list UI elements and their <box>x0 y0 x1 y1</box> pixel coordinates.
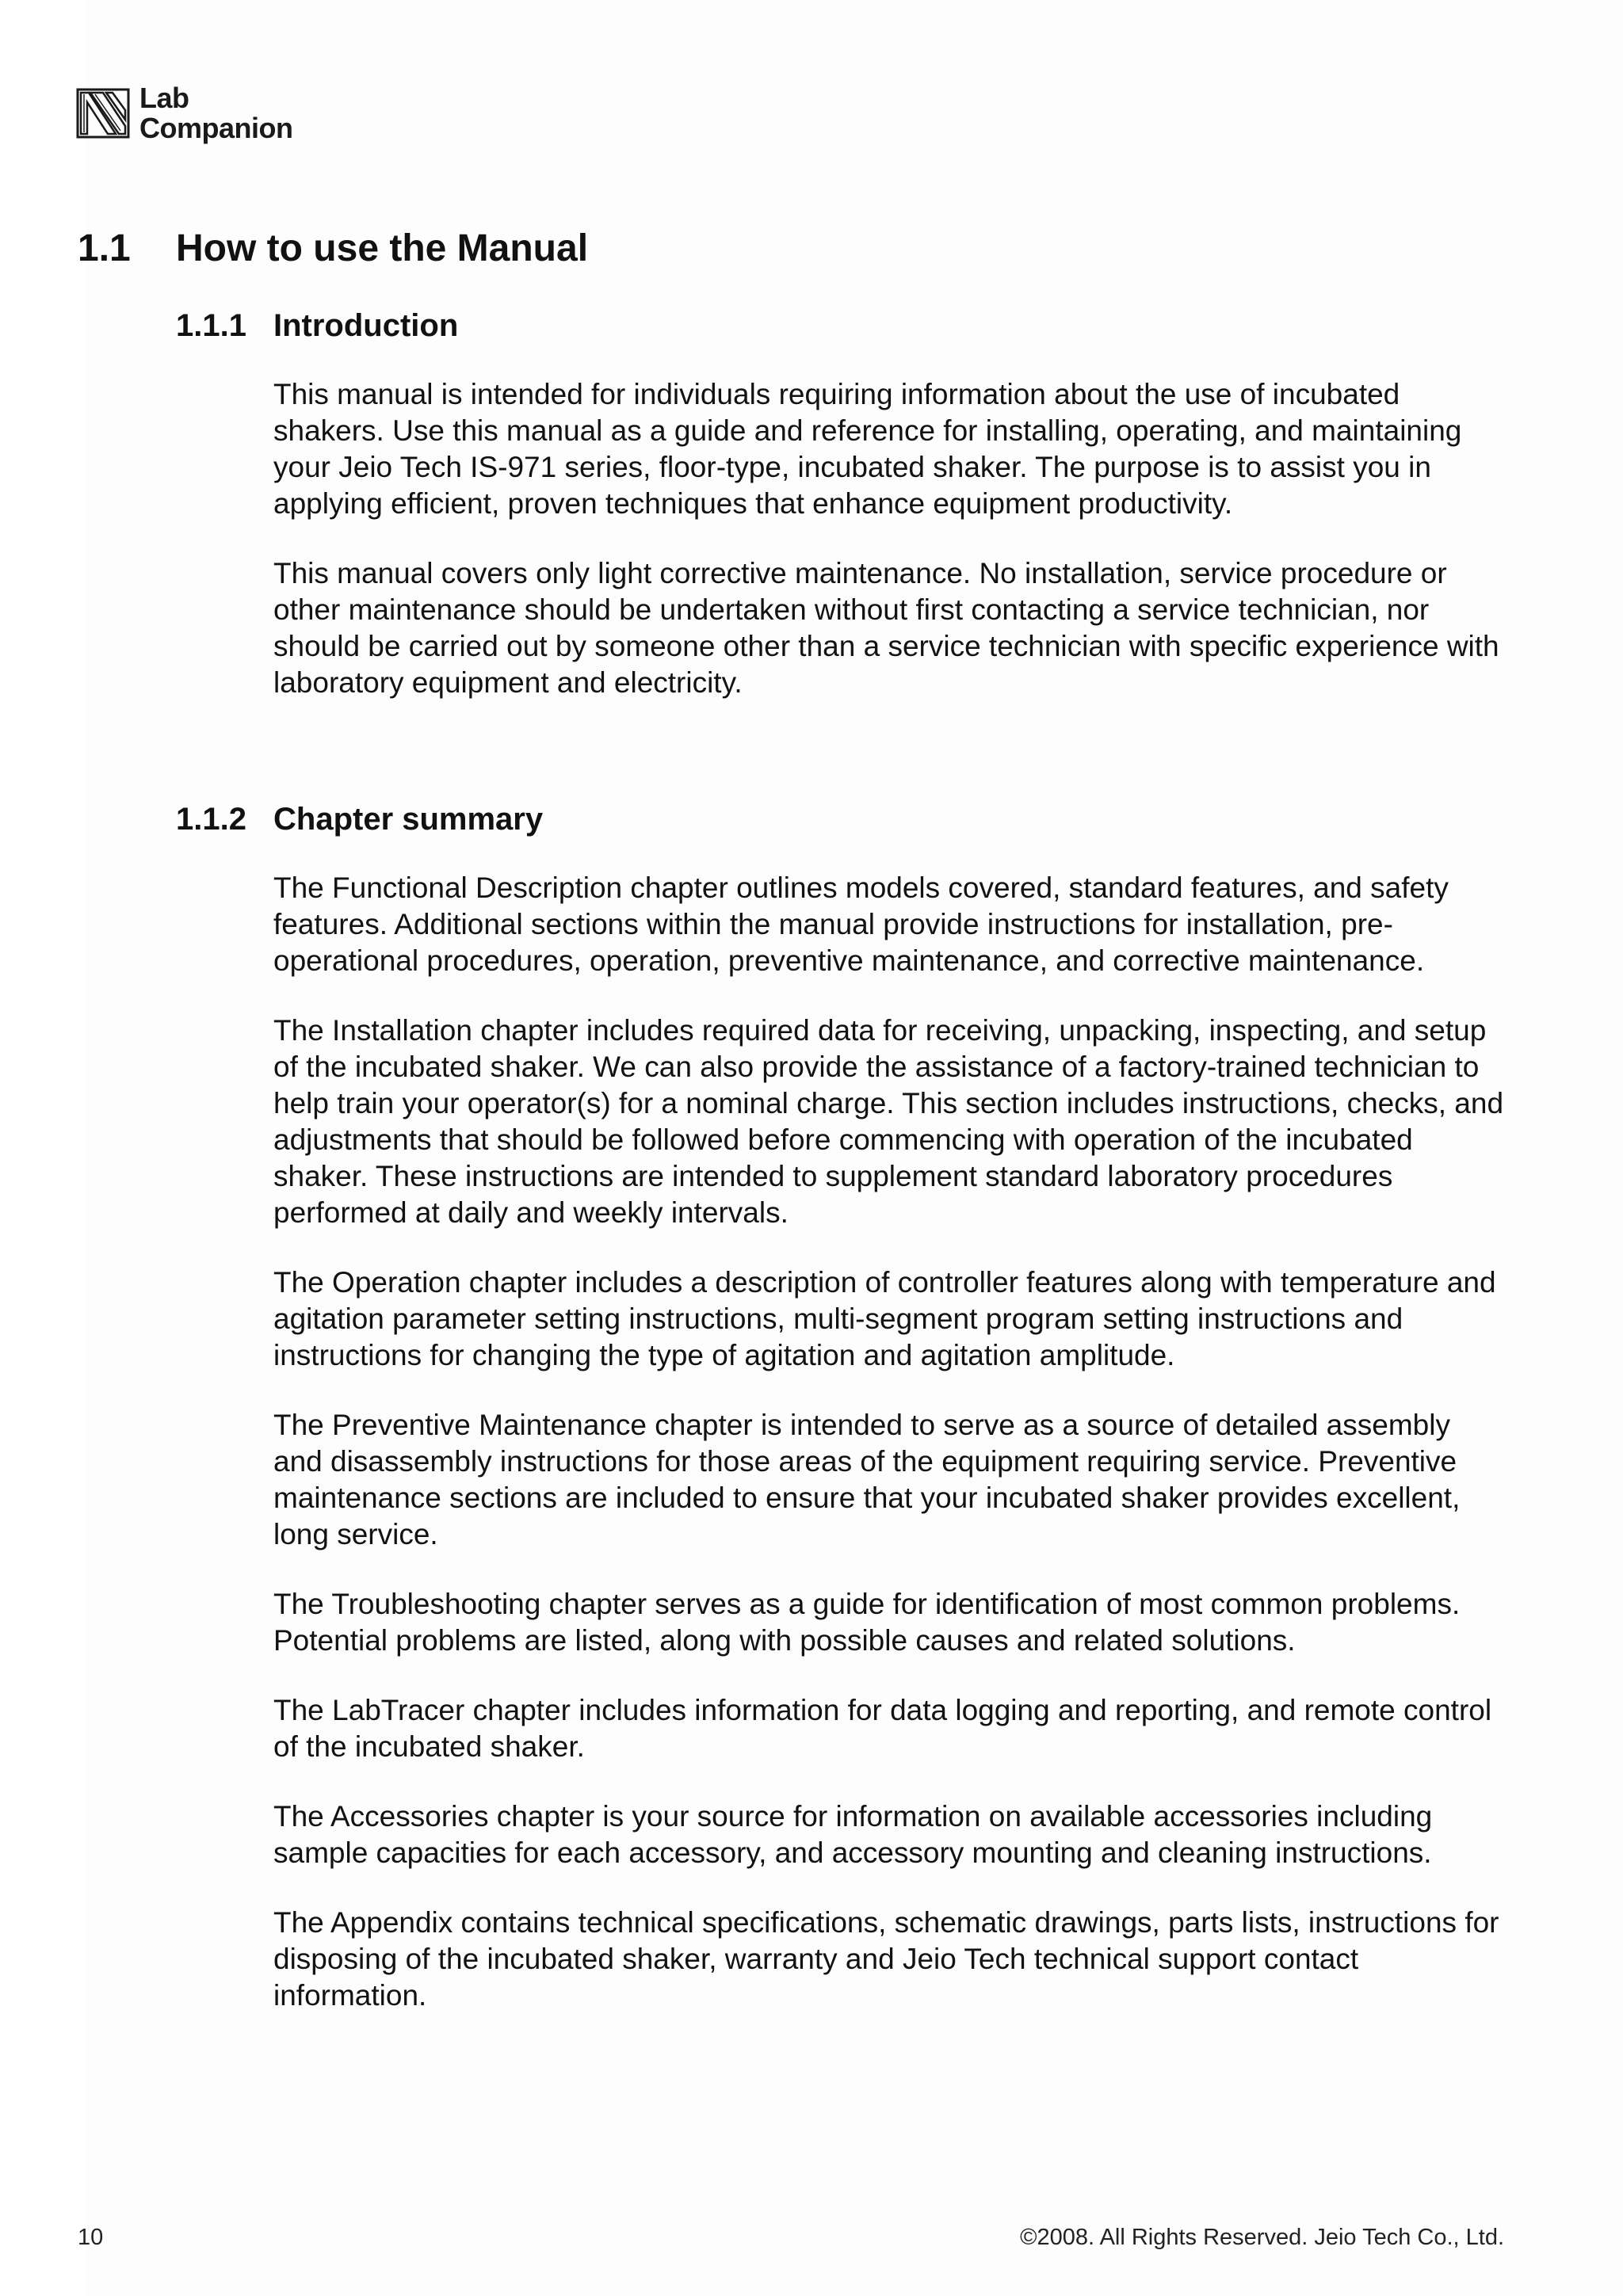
brand-logo <box>76 84 292 143</box>
paragraph: The Operation chapter includes a description of controller features along with temperature and agitation parameter setting instructions, multi-segment program setting instructions and instructions for changing the type of agitation and agitation amplitude. <box>273 1266 1496 1371</box>
logo-line-2: Companion <box>139 112 293 144</box>
paragraph: The Installation chapter includes required data for receiving, unpacking, inspecting, and setup of the incubated shaker. We can also provide the assistance of a factory-trained technician to help train your operator(s) for a nominal charge. This section includes instructions, checks, and adjustments that should be followed before commencing with operation of the incubated shaker. These instructions are intended to supplement standard laboratory procedures performed at daily and weekly intervals. <box>273 1014 1504 1229</box>
logo-wordmark <box>139 83 292 143</box>
introduction-heading <box>176 307 458 345</box>
section-heading <box>78 227 588 271</box>
introduction-number: 1.1.1 <box>176 308 246 343</box>
logo-line-1: Lab <box>139 82 189 114</box>
page-number: 10 <box>78 2225 104 2250</box>
paragraph: The Preventive Maintenance chapter is intended to serve as a source of detailed assembly and disassembly instructions for those areas of the equipment requiring service. Preventive maintenance sections are included to ensure that your incubated shaker provides excellent, long service. <box>273 1409 1461 1550</box>
lab-companion-logo-icon <box>76 86 130 140</box>
section-number: 1.1 <box>78 227 131 269</box>
copyright-notice: ©2008. All Rights Reserved. Jeio Tech Co., Ltd. <box>1020 2225 1504 2250</box>
chapter-summary-heading <box>176 800 543 838</box>
paragraph: This manual covers only light corrective maintenance. No installation, service procedure or other maintenance should be undertaken without first contacting a service technician, nor should be carried out by someone other than a service technician with specific experience with laboratory equipment and electricity. <box>273 557 1499 699</box>
chapter-summary-body <box>273 870 1506 2047</box>
paragraph: The Accessories chapter is your source for information on available accessories including sample capacities for each accessory, and accessory mounting and cleaning instructions. <box>273 1800 1433 1869</box>
paragraph: The Appendix contains technical specifications, schematic drawings, parts lists, instructions for disposing of the incubated shaker, warranty and Jeio Tech technical support contact information. <box>273 1906 1499 2012</box>
paragraph: This manual is intended for individuals requiring information about the use of incubated shakers. Use this manual as a guide and reference for installing, operating, and maintaining your Jeio Tech IS-971 series, floor-type, incubated shaker. The purpose is to assist you in applying efficient, proven techniques that enhance equipment productivity. <box>273 378 1462 520</box>
chapter-summary-title: Chapter summary <box>273 802 544 837</box>
introduction-title: Introduction <box>273 308 459 343</box>
introduction-body <box>273 376 1506 734</box>
paragraph: The LabTracer chapter includes information for data logging and reporting, and remote control of the incubated shaker. <box>273 1694 1492 1763</box>
section-title: How to use the Manual <box>176 227 589 269</box>
paragraph: The Troubleshooting chapter serves as a guide for identification of most common problems. Potential problems are listed, along with possible causes and related solutions. <box>273 1588 1461 1657</box>
paragraph: The Functional Description chapter outlines models covered, standard features, and safety features. Additional sections within the manual provide instructions for installation, pre-operational procedures, operation, preventive maintenance, and corrective maintenance. <box>273 871 1449 977</box>
chapter-summary-number: 1.1.2 <box>176 802 246 837</box>
